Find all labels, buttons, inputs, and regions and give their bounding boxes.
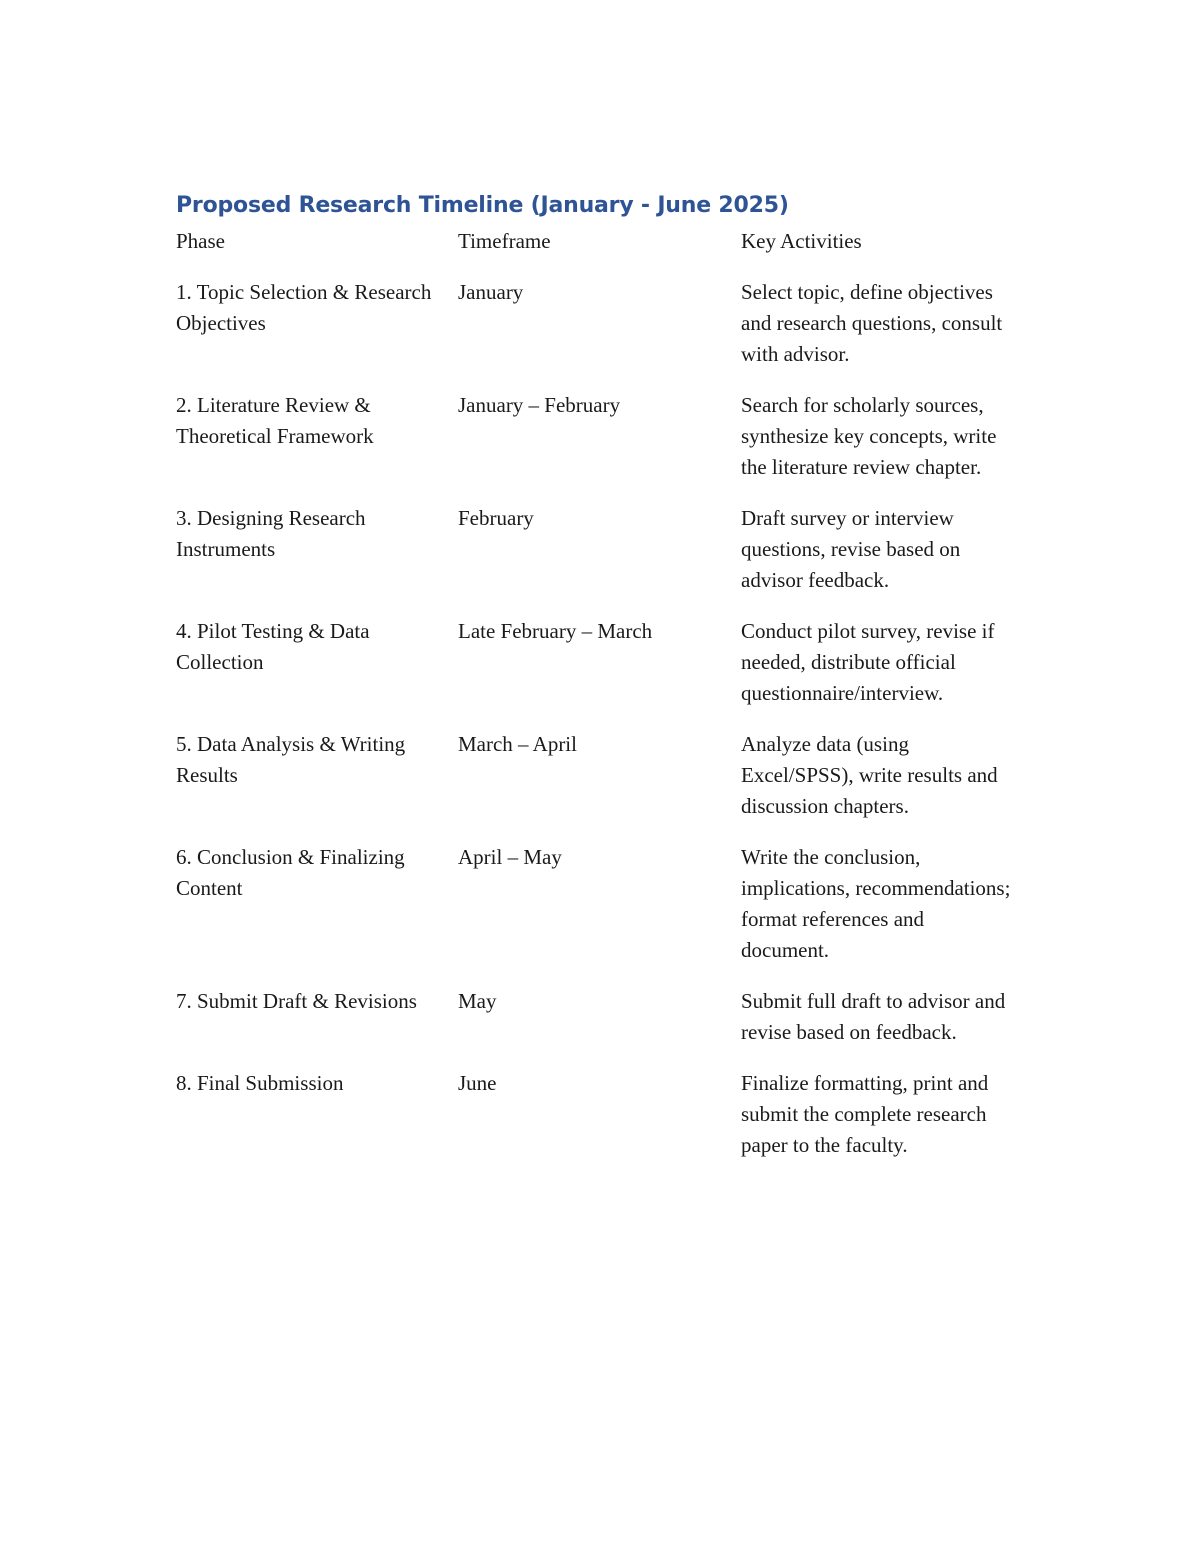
document-title: Proposed Research Timeline (January - June 2025) xyxy=(176,193,789,218)
activities-cell: Conduct pilot survey, revise if needed, distribute official questionnaire/interview. xyxy=(741,619,995,705)
activities-cell: Draft survey or interview questions, revise based on advisor feedback. xyxy=(741,506,961,592)
timeframe-cell: May xyxy=(458,989,497,1013)
timeframe-cell: June xyxy=(458,1071,497,1095)
phase-cell: 8. Final Submission xyxy=(176,1071,344,1095)
phase-cell: 3. Designing Research Instruments xyxy=(176,506,366,561)
table-row xyxy=(176,729,1016,822)
timeframe-cell: January xyxy=(458,280,524,304)
activities-cell: Write the conclusion, implications, recommendations; format references and document. xyxy=(741,845,1011,962)
table-row xyxy=(176,277,1016,370)
table-header-row xyxy=(176,226,1016,257)
timeframe-cell: March – April xyxy=(458,732,577,756)
phase-cell: 2. Literature Review & Theoretical Framework xyxy=(176,393,374,448)
phase-cell: 1. Topic Selection & Research Objectives xyxy=(176,280,432,335)
timeline-table xyxy=(176,226,1016,1181)
activities-cell: Analyze data (using Excel/SPSS), write results and discussion chapters. xyxy=(741,732,998,818)
activities-cell: Search for scholarly sources, synthesize key concepts, write the literature review chapter. xyxy=(741,393,997,479)
activities-cell: Select topic, define objectives and research questions, consult with advisor. xyxy=(741,280,1003,366)
table-row xyxy=(176,616,1016,709)
table-row xyxy=(176,503,1016,596)
timeframe-cell: January – February xyxy=(458,393,621,417)
phase-cell: 5. Data Analysis & Writing Results xyxy=(176,732,406,787)
phase-cell: 4. Pilot Testing & Data Collection xyxy=(176,619,370,674)
table-row xyxy=(176,390,1016,483)
table-row xyxy=(176,1068,1016,1161)
activities-cell: Finalize formatting, print and submit the complete research paper to the faculty. xyxy=(741,1071,989,1157)
activities-cell: Submit full draft to advisor and revise based on feedback. xyxy=(741,989,1006,1044)
header-key-activities: Key Activities xyxy=(741,229,862,253)
phase-cell: 6. Conclusion & Finalizing Content xyxy=(176,845,405,900)
header-phase: Phase xyxy=(176,229,225,253)
phase-cell: 7. Submit Draft & Revisions xyxy=(176,989,417,1013)
table-row xyxy=(176,986,1016,1048)
header-timeframe: Timeframe xyxy=(458,229,551,253)
timeframe-cell: Late February – March xyxy=(458,619,653,643)
timeframe-cell: April – May xyxy=(458,845,562,869)
table-row xyxy=(176,842,1016,966)
timeframe-cell: February xyxy=(458,506,534,530)
